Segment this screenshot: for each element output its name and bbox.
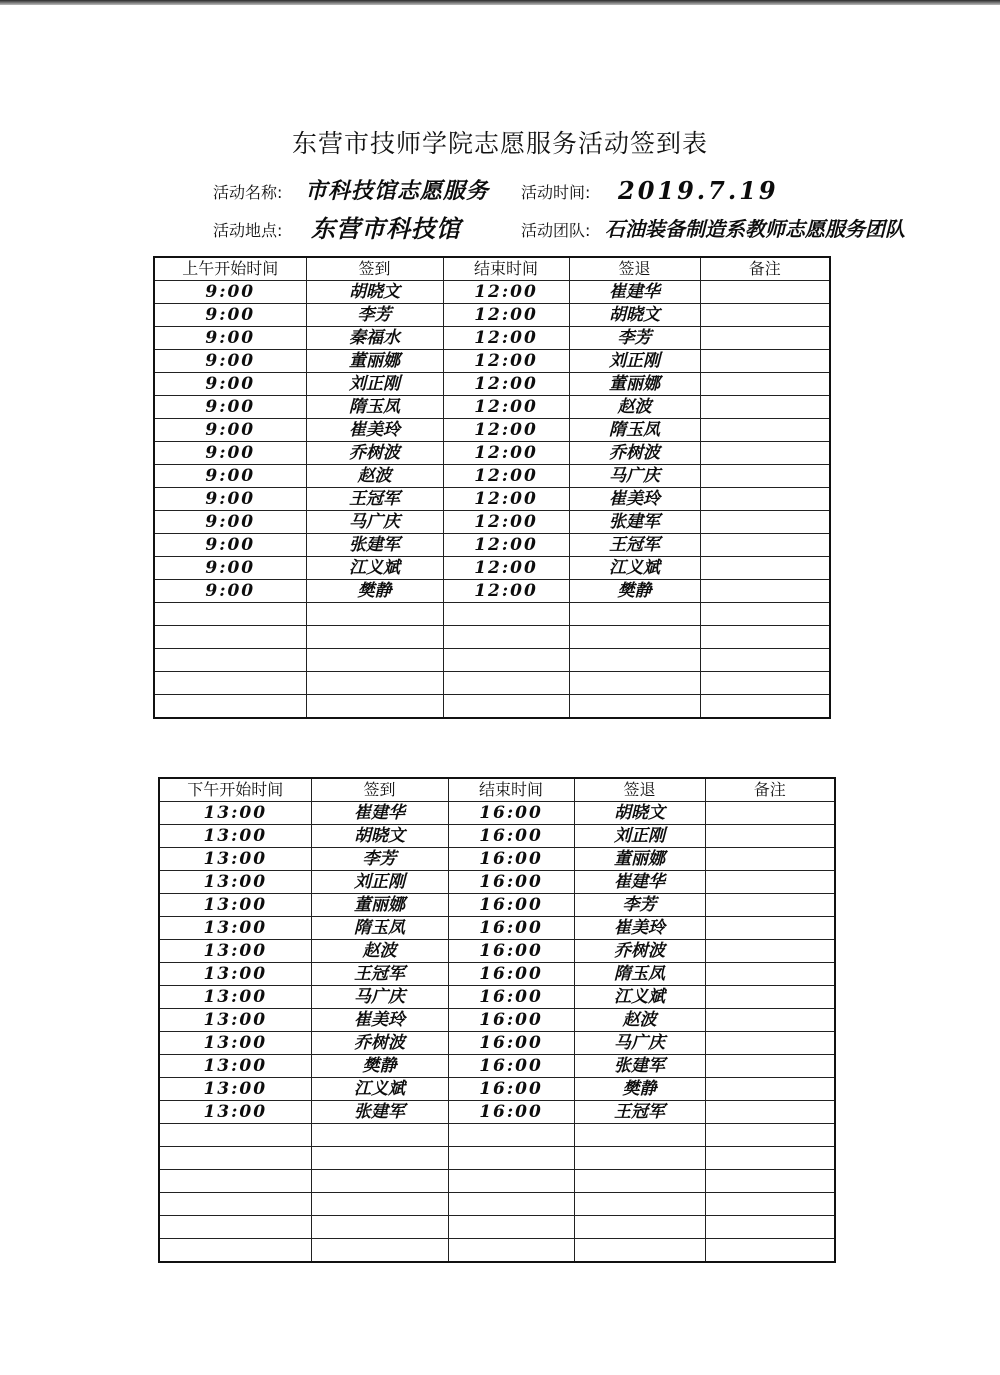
end-time-cell: 12:00: [443, 304, 569, 327]
start-time-cell: [159, 1124, 311, 1147]
end-time-cell: 16:00: [448, 1055, 574, 1078]
end-time-cell: 12:00: [443, 465, 569, 488]
end-time-cell: 12:00: [443, 281, 569, 304]
table-row: [159, 1101, 835, 1124]
sign-in-cell: 王冠军: [306, 488, 443, 511]
table-row: [154, 695, 830, 719]
sign-in-cell: [311, 1170, 448, 1193]
end-time-cell: [448, 1170, 574, 1193]
end-time-cell: 12:00: [443, 327, 569, 350]
sign-out-cell: [574, 1124, 705, 1147]
sign-in-cell: [306, 672, 443, 695]
table-row: [154, 419, 830, 442]
sign-in-cell: [311, 1147, 448, 1170]
end-time-cell: 12:00: [443, 442, 569, 465]
col-header-end-time: 结束时间: [448, 778, 574, 802]
start-time-cell: 13:00: [159, 802, 311, 825]
end-time-cell: [448, 1216, 574, 1239]
remarks-cell: [705, 802, 835, 825]
col-header-sign-in: 签到: [311, 778, 448, 802]
end-time-cell: 16:00: [448, 825, 574, 848]
sign-out-cell: [569, 603, 700, 626]
sign-in-cell: 刘正刚: [306, 373, 443, 396]
remarks-cell: [700, 327, 830, 350]
start-time-cell: 9:00: [154, 442, 306, 465]
start-time-cell: 13:00: [159, 1055, 311, 1078]
table-row: [159, 825, 835, 848]
sign-in-cell: [306, 649, 443, 672]
remarks-cell: [700, 649, 830, 672]
sign-in-cell: 樊静: [311, 1055, 448, 1078]
remarks-cell: [705, 1032, 835, 1055]
sign-out-cell: 王冠军: [569, 534, 700, 557]
end-time-cell: 12:00: [443, 373, 569, 396]
sign-out-cell: [574, 1216, 705, 1239]
start-time-cell: [159, 1147, 311, 1170]
end-time-cell: 12:00: [443, 350, 569, 373]
sign-out-cell: 江义斌: [569, 557, 700, 580]
sign-out-cell: [574, 1170, 705, 1193]
table-row: [154, 534, 830, 557]
col-header-sign-out: 签退: [574, 778, 705, 802]
sign-out-cell: [574, 1239, 705, 1263]
sign-in-cell: 秦福水: [306, 327, 443, 350]
remarks-cell: [700, 488, 830, 511]
end-time-cell: 16:00: [448, 894, 574, 917]
end-time-cell: 16:00: [448, 1009, 574, 1032]
start-time-cell: [159, 1170, 311, 1193]
remarks-cell: [700, 695, 830, 719]
remarks-cell: [700, 419, 830, 442]
start-time-cell: 9:00: [154, 350, 306, 373]
sign-out-cell: 江义斌: [574, 986, 705, 1009]
sign-in-cell: [306, 603, 443, 626]
sign-in-cell: 乔树波: [311, 1032, 448, 1055]
remarks-cell: [700, 396, 830, 419]
table-row: [159, 802, 835, 825]
col-header-remarks: 备注: [705, 778, 835, 802]
table-row: [154, 281, 830, 304]
sign-out-cell: 胡晓文: [569, 304, 700, 327]
remarks-cell: [705, 1009, 835, 1032]
sign-out-cell: 崔美玲: [574, 917, 705, 940]
sign-in-cell: 刘正刚: [311, 871, 448, 894]
sign-in-cell: 崔美玲: [311, 1009, 448, 1032]
sign-out-cell: 刘正刚: [574, 825, 705, 848]
end-time-cell: 16:00: [448, 940, 574, 963]
col-header-sign-in: 签到: [306, 257, 443, 281]
sign-out-cell: 赵波: [569, 396, 700, 419]
sign-out-cell: [569, 672, 700, 695]
sign-in-cell: 江义斌: [311, 1078, 448, 1101]
sign-out-cell: 李芳: [569, 327, 700, 350]
sign-in-cell: 赵波: [311, 940, 448, 963]
sign-in-cell: 马广庆: [306, 511, 443, 534]
scan-edge: [0, 0, 1000, 5]
remarks-cell: [705, 963, 835, 986]
table-row: [159, 871, 835, 894]
sign-out-cell: 崔建华: [569, 281, 700, 304]
end-time-cell: 16:00: [448, 1078, 574, 1101]
end-time-cell: [448, 1193, 574, 1216]
table-row: [154, 511, 830, 534]
table-row: [159, 848, 835, 871]
start-time-cell: [159, 1239, 311, 1263]
start-time-cell: [154, 695, 306, 719]
table-row: [159, 940, 835, 963]
start-time-cell: 13:00: [159, 894, 311, 917]
end-time-cell: [443, 672, 569, 695]
start-time-cell: 9:00: [154, 465, 306, 488]
table-row: [154, 396, 830, 419]
table-row: [154, 603, 830, 626]
sign-out-cell: [574, 1147, 705, 1170]
sign-out-cell: [569, 695, 700, 719]
start-time-cell: 9:00: [154, 580, 306, 603]
table-row: [159, 1239, 835, 1263]
remarks-cell: [705, 1124, 835, 1147]
start-time-cell: 9:00: [154, 327, 306, 350]
end-time-cell: 12:00: [443, 534, 569, 557]
start-time-cell: 9:00: [154, 304, 306, 327]
table-row: [154, 580, 830, 603]
sign-in-cell: 赵波: [306, 465, 443, 488]
start-time-cell: [159, 1193, 311, 1216]
end-time-cell: 16:00: [448, 1101, 574, 1124]
sign-out-cell: 李芳: [574, 894, 705, 917]
sign-in-cell: 董丽娜: [306, 350, 443, 373]
remarks-cell: [700, 373, 830, 396]
remarks-cell: [700, 304, 830, 327]
sign-out-cell: [569, 626, 700, 649]
table-row: [159, 1078, 835, 1101]
sign-in-cell: 崔建华: [311, 802, 448, 825]
start-time-cell: 13:00: [159, 1009, 311, 1032]
remarks-cell: [700, 511, 830, 534]
remarks-cell: [700, 580, 830, 603]
remarks-cell: [700, 672, 830, 695]
start-time-cell: 13:00: [159, 940, 311, 963]
col-header-remarks: 备注: [700, 257, 830, 281]
remarks-cell: [705, 940, 835, 963]
end-time-cell: 16:00: [448, 986, 574, 1009]
table-row: [159, 1032, 835, 1055]
sign-out-cell: 崔建华: [574, 871, 705, 894]
sign-out-cell: 董丽娜: [569, 373, 700, 396]
table-row: [159, 986, 835, 1009]
table-row: [159, 1124, 835, 1147]
activity-time-label: 活动时间:: [521, 183, 591, 202]
remarks-cell: [700, 534, 830, 557]
remarks-cell: [700, 442, 830, 465]
morning-signin-table: [153, 256, 831, 719]
sign-in-cell: 张建军: [311, 1101, 448, 1124]
info-row-2: [213, 214, 973, 248]
activity-place-label: 活动地点:: [213, 221, 283, 240]
sign-out-cell: 崔美玲: [569, 488, 700, 511]
start-time-cell: [154, 649, 306, 672]
end-time-cell: 16:00: [448, 848, 574, 871]
sign-in-cell: 马广庆: [311, 986, 448, 1009]
start-time-cell: [159, 1216, 311, 1239]
sign-out-cell: 马广庆: [569, 465, 700, 488]
remarks-cell: [700, 626, 830, 649]
end-time-cell: [443, 626, 569, 649]
remarks-cell: [705, 1147, 835, 1170]
sign-in-cell: [311, 1239, 448, 1263]
start-time-cell: [154, 672, 306, 695]
start-time-cell: 13:00: [159, 1078, 311, 1101]
sign-in-cell: 隋玉凤: [306, 396, 443, 419]
remarks-cell: [705, 1239, 835, 1263]
table-row: [154, 465, 830, 488]
table-row: [159, 1193, 835, 1216]
form-title: 东营市技师学院志愿服务活动签到表: [291, 129, 708, 158]
sign-in-cell: 崔美玲: [306, 419, 443, 442]
start-time-cell: 9:00: [154, 488, 306, 511]
start-time-cell: 13:00: [159, 825, 311, 848]
sign-in-cell: 李芳: [311, 848, 448, 871]
remarks-cell: [705, 1170, 835, 1193]
end-time-cell: 12:00: [443, 488, 569, 511]
table-row: [154, 672, 830, 695]
table-row: [159, 894, 835, 917]
table-row: [154, 373, 830, 396]
table-row: [159, 1216, 835, 1239]
table-header-row: [154, 257, 830, 281]
sign-in-cell: [311, 1216, 448, 1239]
table-row: [159, 1170, 835, 1193]
end-time-cell: [443, 695, 569, 719]
col-header-sign-out: 签退: [569, 257, 700, 281]
sign-out-cell: 乔树波: [574, 940, 705, 963]
col-header-start-time: 下午开始时间: [159, 778, 311, 802]
remarks-cell: [700, 603, 830, 626]
table-row: [159, 963, 835, 986]
table-row: [159, 1009, 835, 1032]
start-time-cell: 9:00: [154, 557, 306, 580]
sign-out-cell: [574, 1193, 705, 1216]
end-time-cell: 16:00: [448, 1032, 574, 1055]
sign-in-cell: 胡晓文: [306, 281, 443, 304]
sign-out-cell: 隋玉凤: [574, 963, 705, 986]
end-time-cell: 12:00: [443, 557, 569, 580]
remarks-cell: [700, 281, 830, 304]
sign-in-cell: 樊静: [306, 580, 443, 603]
activity-name-value: 市科技馆志愿服务: [305, 178, 490, 204]
start-time-cell: 9:00: [154, 511, 306, 534]
end-time-cell: 12:00: [443, 511, 569, 534]
table-row: [159, 917, 835, 940]
end-time-cell: [448, 1124, 574, 1147]
remarks-cell: [705, 1078, 835, 1101]
table-row: [154, 649, 830, 672]
table-row: [154, 488, 830, 511]
remarks-cell: [700, 557, 830, 580]
end-time-cell: 16:00: [448, 917, 574, 940]
end-time-cell: [443, 603, 569, 626]
sign-in-cell: [306, 626, 443, 649]
start-time-cell: 13:00: [159, 1101, 311, 1124]
start-time-cell: 13:00: [159, 871, 311, 894]
table-row: [159, 1055, 835, 1078]
end-time-cell: 12:00: [443, 419, 569, 442]
activity-team-value: 石油装备制造系教师志愿服务团队: [605, 217, 905, 241]
activity-place-value: 东营市科技馆: [311, 214, 461, 243]
sign-out-cell: 马广庆: [574, 1032, 705, 1055]
remarks-cell: [705, 1216, 835, 1239]
start-time-cell: 13:00: [159, 1032, 311, 1055]
sign-out-cell: 张建军: [574, 1055, 705, 1078]
activity-name-label: 活动名称:: [213, 183, 283, 202]
sign-out-cell: 张建军: [569, 511, 700, 534]
sign-out-cell: 樊静: [569, 580, 700, 603]
sign-out-cell: 樊静: [574, 1078, 705, 1101]
sign-in-cell: [311, 1193, 448, 1216]
info-row-1: [213, 176, 973, 210]
remarks-cell: [705, 848, 835, 871]
table-row: [154, 557, 830, 580]
start-time-cell: [154, 603, 306, 626]
remarks-cell: [705, 1055, 835, 1078]
sign-in-cell: 隋玉凤: [311, 917, 448, 940]
sign-out-cell: 乔树波: [569, 442, 700, 465]
sign-out-cell: 赵波: [574, 1009, 705, 1032]
start-time-cell: 9:00: [154, 534, 306, 557]
end-time-cell: 12:00: [443, 396, 569, 419]
sign-in-cell: 乔树波: [306, 442, 443, 465]
end-time-cell: [448, 1239, 574, 1263]
remarks-cell: [705, 825, 835, 848]
start-time-cell: 13:00: [159, 917, 311, 940]
start-time-cell: 9:00: [154, 373, 306, 396]
table-row: [159, 1147, 835, 1170]
sign-out-cell: 胡晓文: [574, 802, 705, 825]
remarks-cell: [700, 465, 830, 488]
end-time-cell: 16:00: [448, 871, 574, 894]
sign-in-cell: 李芳: [306, 304, 443, 327]
start-time-cell: 9:00: [154, 396, 306, 419]
sign-in-cell: 董丽娜: [311, 894, 448, 917]
table-row: [154, 350, 830, 373]
end-time-cell: 16:00: [448, 963, 574, 986]
sign-out-cell: 隋玉凤: [569, 419, 700, 442]
activity-team-label: 活动团队:: [521, 221, 591, 240]
start-time-cell: 9:00: [154, 281, 306, 304]
table-row: [154, 304, 830, 327]
sign-out-cell: [569, 649, 700, 672]
table-row: [154, 442, 830, 465]
remarks-cell: [705, 894, 835, 917]
sign-in-cell: [306, 695, 443, 719]
start-time-cell: 13:00: [159, 963, 311, 986]
end-time-cell: 12:00: [443, 580, 569, 603]
sign-out-cell: 刘正刚: [569, 350, 700, 373]
sign-in-cell: 江义斌: [306, 557, 443, 580]
sign-in-cell: [311, 1124, 448, 1147]
table-row: [154, 626, 830, 649]
remarks-cell: [705, 986, 835, 1009]
start-time-cell: 13:00: [159, 848, 311, 871]
table-header-row: [159, 778, 835, 802]
remarks-cell: [705, 1101, 835, 1124]
col-header-start-time: 上午开始时间: [154, 257, 306, 281]
end-time-cell: [443, 649, 569, 672]
remarks-cell: [705, 871, 835, 894]
afternoon-signin-table: [158, 777, 836, 1263]
start-time-cell: 13:00: [159, 986, 311, 1009]
col-header-end-time: 结束时间: [443, 257, 569, 281]
table-row: [154, 327, 830, 350]
end-time-cell: [448, 1147, 574, 1170]
sign-out-cell: 董丽娜: [574, 848, 705, 871]
sign-in-cell: 张建军: [306, 534, 443, 557]
remarks-cell: [700, 350, 830, 373]
end-time-cell: 16:00: [448, 802, 574, 825]
start-time-cell: [154, 626, 306, 649]
sign-out-cell: 王冠军: [574, 1101, 705, 1124]
start-time-cell: 9:00: [154, 419, 306, 442]
sign-in-cell: 胡晓文: [311, 825, 448, 848]
sign-in-cell: 王冠军: [311, 963, 448, 986]
remarks-cell: [705, 917, 835, 940]
activity-time-value: 2019.7.19: [618, 176, 779, 205]
remarks-cell: [705, 1193, 835, 1216]
